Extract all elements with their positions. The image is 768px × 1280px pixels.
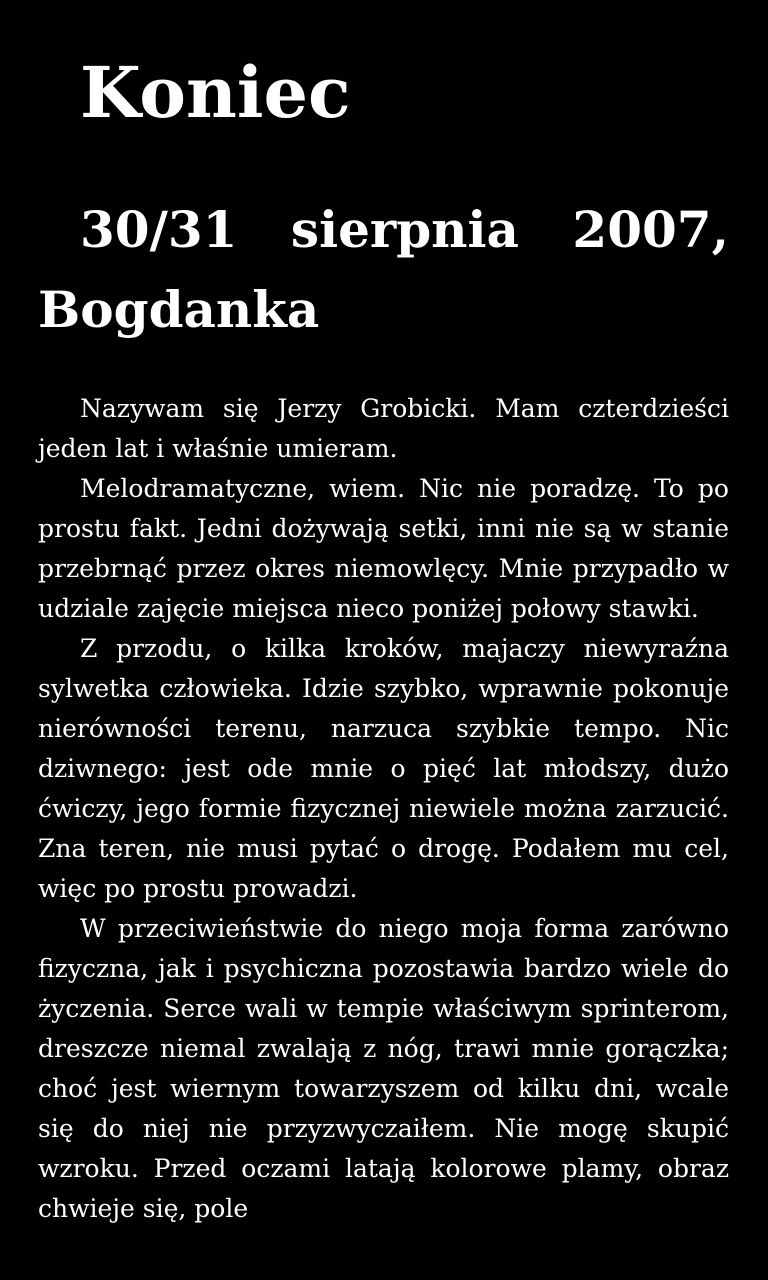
paragraph: W przeciwieństwie do niego moja forma zarówno fizyczna, jak i psychiczna pozostawia bardzo wiele do życzenia. Serce wali w tempie właściwym sprinterom, dreszcze niemal zwalają z nóg, trawi mnie gorączka; choć jest wiernym towarzyszem od kilku dni, wcale się do niej nie przyzwyczaiłem. Nie mogę skupić wzroku. Przed oczami latają kolorowe plamy, obraz chwieje się, pole (38, 914, 729, 1223)
paragraph: Z przodu, o kilka kroków, majaczy niewyraźna sylwetka człowieka. Idzie szybko, wprawnie pokonuje nierówności terenu, narzuca szybkie tempo. Nic dziwnego: jest ode mnie o pięć lat młodszy, dużo ćwiczy, jego formie fizycznej niewiele można zarzucić. Zna teren, nie musi pytać o drogę. Podałem mu cel, więc po prostu prowadzi. (38, 634, 729, 903)
chapter-title: Koniec (80, 51, 351, 134)
chapter-subtitle: 30/31 sierpnia 2007, Bogdanka (38, 200, 729, 339)
paragraph: Melodramatyczne, wiem. Nic nie poradzę. To po prostu fakt. Jedni dożywają setki, inni nie są w stanie przebrnąć przez okres niemowlęcy. Mnie przypadło w udziale zajęcie miejsca nieco poniżej połowy stawki. (38, 474, 729, 623)
paragraph: Nazywam się Jerzy Grobicki. Mam czterdzieści jeden lat i właśnie umieram. (38, 394, 729, 463)
chapter-body (38, 389, 729, 1229)
